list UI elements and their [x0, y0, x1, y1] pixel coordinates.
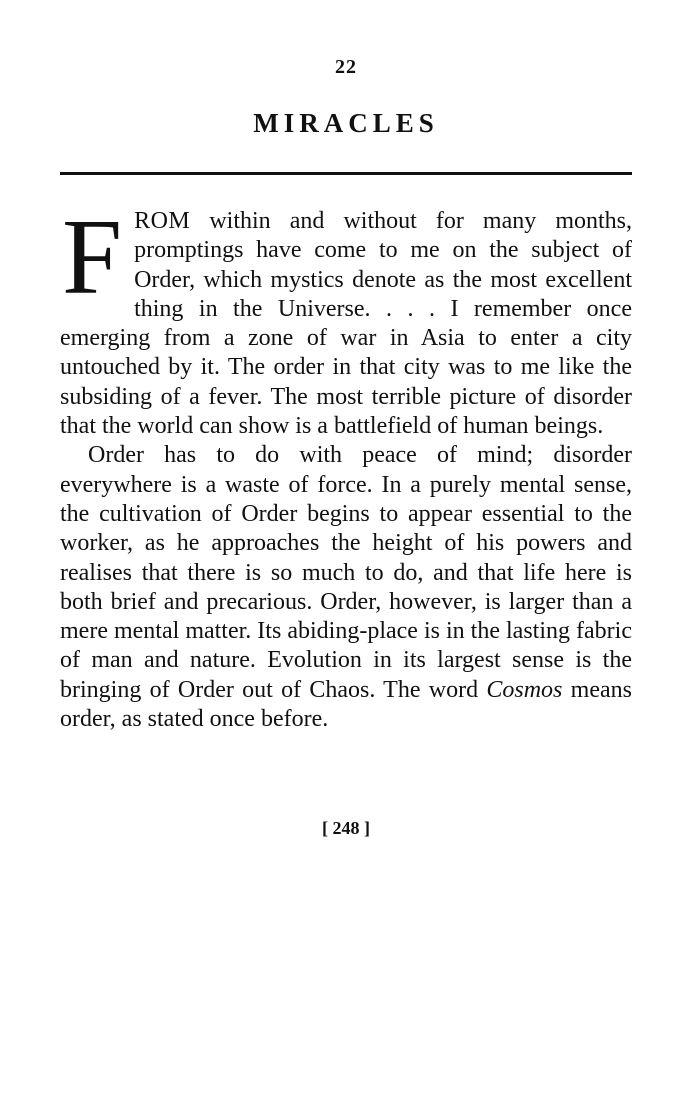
drop-cap: F	[62, 198, 123, 317]
paragraph-1	[60, 198, 632, 441]
paragraph-1-text: within and without for many months, promptings have come to me on the subject of Order, which mystics denote as the most excellent thing in the Universe. . . . I remember once emerging from a zone of war in Asia to enter a city untouched by it. The order in that city was to me like the subsiding of a fever. The most terrible picture of disorder that the world can show is a battlefield of human beings.	[60, 208, 632, 440]
folio: [ 248 ]	[322, 818, 370, 838]
paragraph-2	[60, 441, 632, 734]
body-text	[60, 198, 632, 734]
paragraph-2-end: means order, as stated once before.	[60, 676, 632, 733]
page-number: 22	[335, 56, 357, 78]
header-rule	[60, 172, 632, 175]
paragraph-2-text: Order has to do with peace of mind; disorder everywhere is a waste of force. In a purely mental sense, the cultivation of Order begins to appear essential to the worker, as he approaches the height of his powers and realises that there is so much to do, and that life here is both brief and precarious. Order, however, is larger than a mere mental matter. Its abiding-place is in the lasting fabric of man and nature. Evolution in its largest sense is the bringing of Order out of Chaos. The word	[60, 442, 632, 703]
chapter-title: MIRACLES	[253, 108, 439, 138]
opening-caps: ROM	[134, 208, 191, 234]
italic-word: Cosmos	[486, 676, 563, 703]
